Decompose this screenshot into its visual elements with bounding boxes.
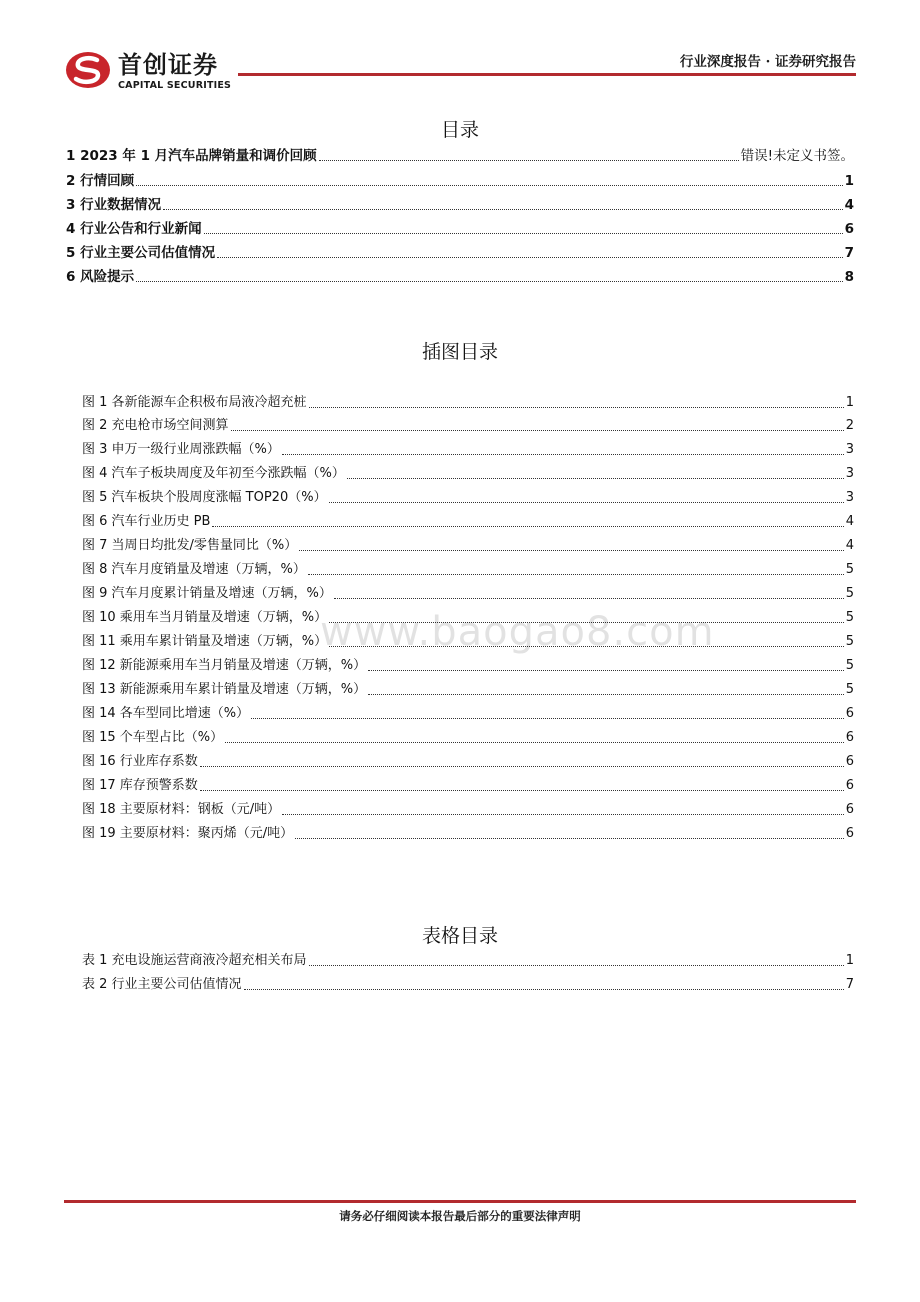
toc-entry-page: 8 — [844, 269, 854, 285]
figure-entry-label: 图 17 库存预警系数 — [82, 778, 198, 793]
dot-leader — [334, 598, 844, 599]
legal-disclaimer: 请务必仔细阅读本报告最后部分的重要法律声明 — [339, 1209, 581, 1223]
figure-entry-label: 图 18 主要原材料：钢板（元/吨） — [82, 802, 281, 817]
dot-leader — [200, 790, 844, 791]
figure-entry-page: 3 — [845, 442, 854, 457]
figure-entry[interactable] — [82, 799, 854, 821]
toc-entry-label: 5 行业主要公司估值情况 — [66, 245, 216, 261]
page-header — [0, 0, 920, 110]
figure-entry-page: 5 — [845, 562, 854, 577]
dot-leader — [212, 526, 843, 527]
table-entry[interactable] — [82, 974, 854, 996]
dot-leader — [251, 718, 844, 719]
figure-entry-page: 3 — [845, 490, 854, 505]
toc-entry-label: 6 风险提示 — [66, 269, 135, 285]
figure-entry[interactable] — [82, 751, 854, 773]
dot-leader — [368, 694, 844, 695]
figure-entry[interactable] — [82, 392, 854, 414]
figure-entry[interactable] — [82, 703, 854, 725]
dot-leader — [368, 670, 844, 671]
figure-entry-page: 3 — [845, 466, 854, 481]
dot-leader — [309, 965, 844, 966]
dot-leader — [347, 478, 844, 479]
figure-entry-label: 图 16 行业库存系数 — [82, 754, 198, 769]
figure-entry[interactable] — [82, 439, 854, 461]
figure-entry-label: 图 11 乘用车累计销量及增速（万辆，%） — [82, 634, 328, 649]
figure-entry-page: 5 — [845, 634, 854, 649]
figure-entry[interactable] — [82, 823, 854, 845]
figure-entry-page: 5 — [845, 586, 854, 601]
dot-leader — [204, 233, 843, 234]
toc-entry-page: 7 — [844, 245, 854, 261]
figure-entry-label: 图 4 汽车子板块周度及年初至今涨跌幅（%） — [82, 466, 345, 481]
figure-entry-label: 图 15 个车型占比（%） — [82, 730, 224, 745]
capital-securities-logo-icon — [64, 50, 112, 90]
table-entry-page: 7 — [845, 977, 854, 992]
footer-divider — [64, 1200, 856, 1203]
toc-entry-page: 4 — [844, 197, 854, 213]
report-type-label: 行业深度报告 · 证券研究报告 — [679, 54, 856, 70]
figure-entry-label: 图 10 乘用车当月销量及增速（万辆，%） — [82, 610, 328, 625]
figure-entry-label: 图 5 汽车板块个股周度涨幅 TOP20（%） — [82, 490, 327, 505]
figure-entry-label: 图 13 新能源乘用车累计销量及增速（万辆，%） — [82, 682, 367, 697]
dot-leader — [319, 160, 739, 161]
figure-entry-label: 图 7 当周日均批发/零售量同比（%） — [82, 538, 298, 553]
figure-entry-label: 图 19 主要原材料：聚丙烯（元/吨） — [82, 826, 294, 841]
figure-entry[interactable] — [82, 487, 854, 509]
dot-leader — [136, 185, 843, 186]
figure-entry[interactable] — [82, 583, 854, 605]
table-entry-page: 1 — [845, 953, 854, 968]
figure-entry-label: 图 2 充电枪市场空间测算 — [82, 418, 229, 433]
dot-leader — [231, 430, 844, 431]
company-name-en: CAPITAL SECURITIES — [118, 80, 232, 91]
figure-entry-page: 6 — [845, 706, 854, 721]
toc-entry-page: 6 — [844, 221, 854, 237]
figure-entry-page: 5 — [845, 610, 854, 625]
toc-entry[interactable] — [66, 145, 854, 167]
figure-entry-page: 1 — [845, 395, 854, 410]
dot-leader — [217, 257, 843, 258]
figure-entry-page: 6 — [845, 802, 854, 817]
dot-leader — [163, 209, 843, 210]
dot-leader — [282, 814, 844, 815]
toc-entry-page: 1 — [844, 173, 854, 189]
table-entry[interactable] — [82, 950, 854, 972]
toc-entry-page: 错误!未定义书签。 — [740, 148, 854, 164]
table-list-title: 表格目录 — [421, 925, 498, 947]
figure-entry-page: 6 — [845, 754, 854, 769]
toc-entry[interactable] — [66, 242, 854, 264]
figure-entry-label: 图 8 汽车月度销量及增速（万辆，%） — [82, 562, 306, 577]
dot-leader — [329, 502, 844, 503]
dot-leader — [200, 766, 844, 767]
figure-entry[interactable] — [82, 415, 854, 437]
figure-entry-label: 图 9 汽车月度累计销量及增速（万辆，%） — [82, 586, 332, 601]
figure-entry-label: 图 14 各车型同比增速（%） — [82, 706, 250, 721]
figure-entry-page: 4 — [845, 514, 854, 529]
figure-entry-page: 2 — [845, 418, 854, 433]
toc-entry[interactable] — [66, 218, 854, 240]
dot-leader — [295, 838, 844, 839]
dot-leader — [282, 454, 844, 455]
figure-entry-page: 6 — [845, 778, 854, 793]
table-entry-label: 表 1 充电设施运营商液冷超充相关布局 — [82, 953, 307, 968]
figure-entry[interactable] — [82, 727, 854, 749]
company-name-cn: 首创证券 — [118, 51, 218, 79]
figure-entry-label: 图 6 汽车行业历史 PB — [82, 514, 211, 529]
dot-leader — [225, 742, 844, 743]
figure-entry[interactable] — [82, 535, 854, 557]
figure-entry[interactable] — [82, 511, 854, 533]
figure-entry[interactable] — [82, 655, 854, 677]
toc-entry-label: 2 行情回顾 — [66, 173, 135, 189]
toc-entry[interactable] — [66, 266, 854, 288]
toc-entry[interactable] — [66, 194, 854, 216]
figure-entry-page: 5 — [845, 658, 854, 673]
toc-entry-label: 3 行业数据情况 — [66, 197, 162, 213]
dot-leader — [299, 550, 843, 551]
toc-entry-label: 4 行业公告和行业新闻 — [66, 221, 202, 237]
figure-entry-page: 5 — [845, 682, 854, 697]
header-divider — [238, 73, 856, 76]
figure-entry[interactable] — [82, 679, 854, 701]
dot-leader — [136, 281, 843, 282]
figure-entry-page: 6 — [845, 730, 854, 745]
toc-entry-label: 1 2023 年 1 月汽车品牌销量和调价回顾 — [66, 148, 317, 164]
toc-entry[interactable] — [66, 170, 854, 192]
dot-leader — [309, 407, 844, 408]
figure-entry-label: 图 12 新能源乘用车当月销量及增速（万辆，%） — [82, 658, 367, 673]
table-entry-label: 表 2 行业主要公司估值情况 — [82, 977, 242, 992]
figure-entry-page: 6 — [845, 826, 854, 841]
watermark: www.baogao8.com — [320, 609, 715, 655]
figure-entry[interactable] — [82, 775, 854, 797]
figure-entry-page: 4 — [845, 538, 854, 553]
toc-title: 目录 — [440, 119, 479, 141]
dot-leader — [244, 989, 844, 990]
figure-list-title: 插图目录 — [421, 341, 498, 363]
figure-entry-label: 图 3 申万一级行业周涨跌幅（%） — [82, 442, 280, 457]
figure-entry[interactable] — [82, 559, 854, 581]
figure-entry[interactable] — [82, 463, 854, 485]
dot-leader — [308, 574, 844, 575]
figure-entry-label: 图 1 各新能源车企积极布局液冷超充桩 — [82, 395, 307, 410]
